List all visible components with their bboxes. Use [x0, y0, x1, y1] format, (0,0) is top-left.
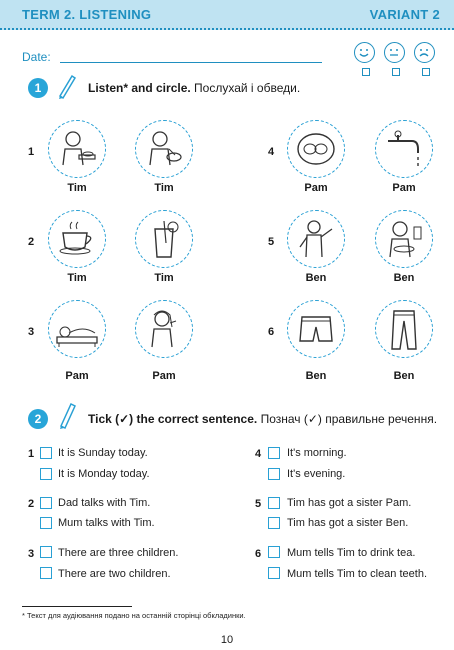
section1-number: 1 — [28, 78, 48, 98]
row-number: 4 — [268, 146, 275, 158]
sentence: Tim has got a sister Pam. — [287, 497, 412, 509]
pencil-icon — [56, 400, 78, 435]
sad-checkbox[interactable] — [422, 68, 430, 76]
section1-instruction-ua: Послухай і обведи. — [194, 81, 301, 95]
picture-label: Pam — [152, 370, 176, 382]
picture-option[interactable] — [375, 210, 433, 268]
picture-option[interactable] — [287, 300, 345, 358]
neutral-face-icon — [384, 42, 405, 63]
teacup-icon — [55, 217, 99, 261]
footnote-divider — [22, 606, 132, 607]
picture-label: Pam — [65, 370, 89, 382]
page-number: 10 — [220, 634, 234, 646]
plate-icon — [294, 127, 338, 171]
tick-box[interactable] — [40, 447, 52, 459]
sentence: It is Sunday today. — [58, 447, 148, 459]
footnote: * Текст для аудіювання подано на останній сторінці обкладинки. — [22, 611, 246, 620]
picture-option[interactable] — [48, 210, 106, 268]
row-number: 6 — [268, 326, 275, 338]
picture-option[interactable] — [375, 300, 433, 358]
tap-icon — [382, 127, 426, 171]
picture-label: Ben — [305, 272, 327, 284]
picture-label: Tim — [154, 272, 174, 284]
tick-box[interactable] — [268, 447, 280, 459]
item-number: 4 — [255, 448, 262, 460]
neutral-checkbox[interactable] — [392, 68, 400, 76]
picture-option[interactable] — [287, 120, 345, 178]
row-number: 5 — [268, 236, 275, 248]
juice-glass-icon — [142, 217, 186, 261]
header-divider — [0, 28, 454, 30]
picture-label: Pam — [304, 182, 328, 194]
sentence: It's morning. — [287, 447, 347, 459]
sad-face-icon — [414, 42, 435, 63]
item-number: 5 — [255, 498, 262, 510]
happy-checkbox[interactable] — [362, 68, 370, 76]
picture-option[interactable] — [135, 120, 193, 178]
sentence: Tim has got a sister Ben. — [287, 517, 409, 529]
tick-box[interactable] — [268, 567, 280, 579]
date-label: Date: — [22, 50, 51, 64]
sentence: Mum tells Tim to clean teeth. — [287, 568, 427, 580]
item-number: 1 — [28, 448, 35, 460]
section1-instruction — [88, 81, 300, 95]
tick-box[interactable] — [40, 567, 52, 579]
girl-sleeping-icon — [55, 307, 99, 351]
picture-label: Tim — [67, 272, 87, 284]
trousers-icon — [382, 307, 426, 351]
section2-number: 2 — [28, 409, 48, 429]
sentence: It is Monday today. — [58, 468, 150, 480]
sentence: Mum tells Tim to drink tea. — [287, 547, 416, 559]
boy-eating-icon — [55, 127, 99, 171]
tick-box[interactable] — [268, 468, 280, 480]
row-number: 2 — [28, 236, 35, 248]
tick-box[interactable] — [40, 468, 52, 480]
tick-box[interactable] — [268, 497, 280, 509]
boy-dressing-icon — [294, 217, 338, 261]
item-number: 2 — [28, 498, 35, 510]
tick-box[interactable] — [40, 497, 52, 509]
picture-option[interactable] — [48, 120, 106, 178]
boy-eating-icon — [382, 217, 426, 261]
girl-eating-icon — [142, 307, 186, 351]
picture-label: Ben — [393, 272, 415, 284]
tick-box[interactable] — [268, 517, 280, 529]
section1-instruction-en: Listen* and circle. — [88, 81, 191, 95]
sentence: There are three children. — [58, 547, 179, 559]
item-number: 3 — [28, 548, 35, 560]
header-variant: VARIANT 2 — [369, 7, 440, 22]
picture-option[interactable] — [287, 210, 345, 268]
row-number: 1 — [28, 146, 35, 158]
picture-option[interactable] — [135, 210, 193, 268]
happy-face-icon — [354, 42, 375, 63]
tick-box[interactable] — [268, 546, 280, 558]
shorts-icon — [294, 307, 338, 351]
sentence: There are two children. — [58, 568, 171, 580]
section2-instruction-ua: Познач (✓) правильне речення. — [260, 412, 438, 426]
pencil-icon — [56, 72, 78, 105]
sentence: It's evening. — [287, 468, 346, 480]
header-title: TERM 2. LISTENING — [22, 7, 152, 22]
picture-label: Pam — [392, 182, 416, 194]
row-number: 3 — [28, 326, 35, 338]
tick-box[interactable] — [40, 517, 52, 529]
section2-instruction-en: Tick (✓) the correct sentence. — [88, 412, 258, 426]
picture-option[interactable] — [48, 300, 106, 358]
sentence: Dad talks with Tim. — [58, 497, 151, 509]
date-field[interactable] — [60, 62, 322, 63]
sentence: Mum talks with Tim. — [58, 517, 155, 529]
picture-label: Tim — [154, 182, 174, 194]
picture-label: Ben — [393, 370, 415, 382]
boy-eating-icon — [142, 127, 186, 171]
picture-option[interactable] — [375, 120, 433, 178]
picture-label: Ben — [305, 370, 327, 382]
section2-instruction — [88, 412, 437, 426]
tick-box[interactable] — [40, 546, 52, 558]
picture-option[interactable] — [135, 300, 193, 358]
picture-label: Tim — [67, 182, 87, 194]
item-number: 6 — [255, 548, 262, 560]
